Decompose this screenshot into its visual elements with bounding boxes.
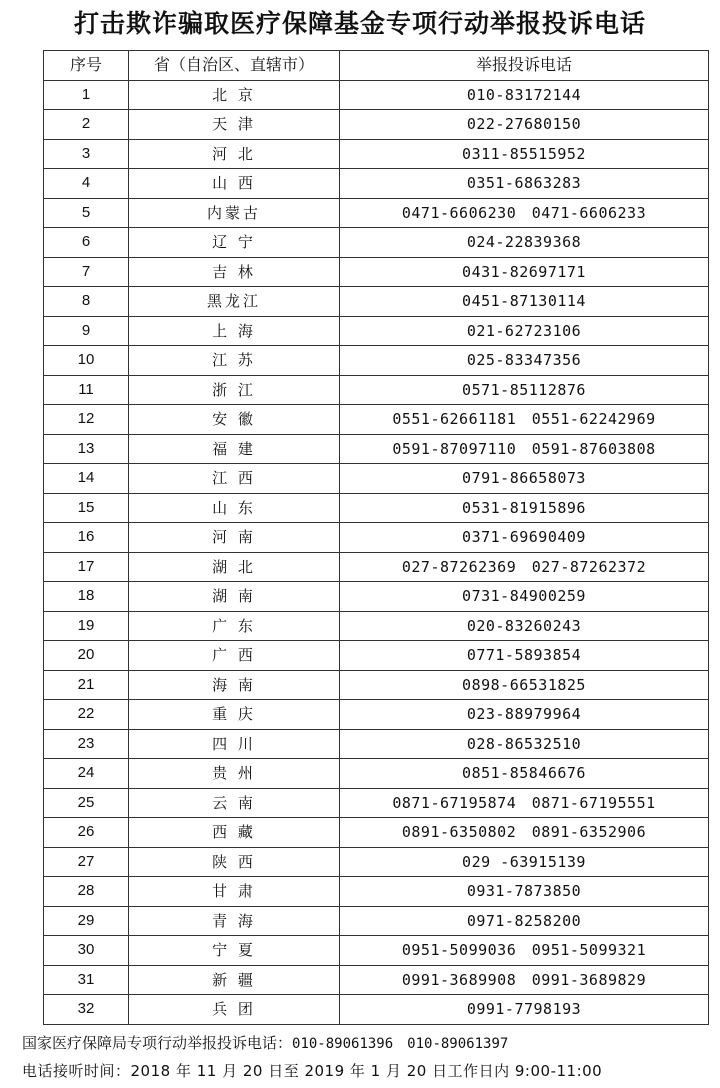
row-phone: 0591-87097110 0591-87603808: [340, 434, 709, 464]
row-province: 青 海: [129, 906, 340, 936]
table-row: [44, 110, 709, 140]
row-phone: 010-83172144: [340, 80, 709, 110]
row-seq: 23: [44, 729, 129, 759]
row-seq: 5: [44, 198, 129, 228]
table-row: [44, 316, 709, 346]
row-phone: 029 -63915139: [340, 847, 709, 877]
row-phone: 028-86532510: [340, 729, 709, 759]
row-province: 贵 州: [129, 759, 340, 789]
row-province: 河 南: [129, 523, 340, 553]
row-seq: 28: [44, 877, 129, 907]
row-province: 宁 夏: [129, 936, 340, 966]
row-province: 西 藏: [129, 818, 340, 848]
row-province: 北 京: [129, 80, 340, 110]
table-row: [44, 582, 709, 612]
row-seq: 3: [44, 139, 129, 169]
row-province: 江 苏: [129, 346, 340, 376]
row-seq: 27: [44, 847, 129, 877]
row-province: 兵 团: [129, 995, 340, 1025]
row-province: 陕 西: [129, 847, 340, 877]
table-row: [44, 936, 709, 966]
row-phone: 0898-66531825: [340, 670, 709, 700]
document-title: 打击欺诈骗取医疗保障基金专项行动举报投诉电话: [73, 9, 646, 38]
row-seq: 1: [44, 80, 129, 110]
row-province: 重 庆: [129, 700, 340, 730]
row-seq: 30: [44, 936, 129, 966]
row-seq: 19: [44, 611, 129, 641]
table-row: [44, 375, 709, 405]
table-row: [44, 847, 709, 877]
row-province: 安 徽: [129, 405, 340, 435]
row-phone: 022-27680150: [340, 110, 709, 140]
row-phone: 0971-8258200: [340, 906, 709, 936]
row-phone: 025-83347356: [340, 346, 709, 376]
row-province: 海 南: [129, 670, 340, 700]
row-seq: 2: [44, 110, 129, 140]
row-province: 福 建: [129, 434, 340, 464]
table-row: [44, 169, 709, 199]
row-seq: 26: [44, 818, 129, 848]
row-phone: 0351-6863283: [340, 169, 709, 199]
table-row: [44, 257, 709, 287]
table-row: [44, 434, 709, 464]
row-province: 山 西: [129, 169, 340, 199]
row-phone: 024-22839368: [340, 228, 709, 258]
row-phone: 0871-67195874 0871-67195551: [340, 788, 709, 818]
header-province: 省（自治区、直辖市）: [129, 51, 340, 81]
row-province: 广 西: [129, 641, 340, 671]
row-province: 河 北: [129, 139, 340, 169]
row-province: 湖 南: [129, 582, 340, 612]
row-phone: 0531-81915896: [340, 493, 709, 523]
row-phone: 0951-5099036 0951-5099321: [340, 936, 709, 966]
table-row: [44, 788, 709, 818]
row-province: 辽 宁: [129, 228, 340, 258]
national-hotline-line: [22, 1032, 712, 1053]
row-phone: 0931-7873850: [340, 877, 709, 907]
row-phone: 0371-69690409: [340, 523, 709, 553]
row-phone: 0991-7798193: [340, 995, 709, 1025]
national-hotline-numbers: 010-89061396 010-89061397: [292, 1036, 509, 1052]
table-row: [44, 759, 709, 789]
row-phone: 0431-82697171: [340, 257, 709, 287]
service-hours-label: 电话接听时间：: [22, 1062, 131, 1080]
row-phone: 0451-87130114: [340, 287, 709, 317]
row-province: 广 东: [129, 611, 340, 641]
table-row: [44, 641, 709, 671]
row-province: 黑龙江: [129, 287, 340, 317]
service-hours-line: [22, 1060, 712, 1081]
row-province: 内蒙古: [129, 198, 340, 228]
row-phone: 023-88979964: [340, 700, 709, 730]
table-row: [44, 228, 709, 258]
table-row: [44, 818, 709, 848]
table-row: [44, 552, 709, 582]
table-row: [44, 700, 709, 730]
row-province: 云 南: [129, 788, 340, 818]
row-province: 四 川: [129, 729, 340, 759]
table-row: [44, 995, 709, 1025]
table-row: [44, 965, 709, 995]
row-seq: 16: [44, 523, 129, 553]
table-row: [44, 346, 709, 376]
row-province: 吉 林: [129, 257, 340, 287]
row-seq: 29: [44, 906, 129, 936]
row-seq: 24: [44, 759, 129, 789]
table-header-row: [44, 51, 709, 81]
table-row: [44, 670, 709, 700]
row-phone: 0311-85515952: [340, 139, 709, 169]
row-phone: 027-87262369 027-87262372: [340, 552, 709, 582]
service-hours-value: 2018 年 11 月 20 日至 2019 年 1 月 20 日工作日内 9:00-11:00: [130, 1062, 603, 1080]
table-row: [44, 464, 709, 494]
table-row: [44, 80, 709, 110]
row-seq: 12: [44, 405, 129, 435]
row-phone: 0571-85112876: [340, 375, 709, 405]
row-seq: 7: [44, 257, 129, 287]
row-seq: 22: [44, 700, 129, 730]
header-phone: 举报投诉电话: [340, 51, 709, 81]
row-seq: 14: [44, 464, 129, 494]
table-row: [44, 877, 709, 907]
row-seq: 11: [44, 375, 129, 405]
table-row: [44, 287, 709, 317]
row-phone: 0891-6350802 0891-6352906: [340, 818, 709, 848]
row-seq: 15: [44, 493, 129, 523]
row-seq: 18: [44, 582, 129, 612]
row-province: 新 疆: [129, 965, 340, 995]
table-row: [44, 523, 709, 553]
header-seq: 序号: [44, 51, 129, 81]
row-phone: 0851-85846676: [340, 759, 709, 789]
table-row: [44, 729, 709, 759]
row-phone: 0471-6606230 0471-6606233: [340, 198, 709, 228]
row-province: 湖 北: [129, 552, 340, 582]
row-seq: 32: [44, 995, 129, 1025]
row-seq: 31: [44, 965, 129, 995]
row-province: 天 津: [129, 110, 340, 140]
table-row: [44, 906, 709, 936]
row-seq: 8: [44, 287, 129, 317]
row-seq: 9: [44, 316, 129, 346]
table-row: [44, 139, 709, 169]
row-seq: 25: [44, 788, 129, 818]
row-province: 浙 江: [129, 375, 340, 405]
row-province: 上 海: [129, 316, 340, 346]
table-row: [44, 493, 709, 523]
row-seq: 13: [44, 434, 129, 464]
row-phone: 0791-86658073: [340, 464, 709, 494]
row-phone: 021-62723106: [340, 316, 709, 346]
row-province: 甘 肃: [129, 877, 340, 907]
row-seq: 10: [44, 346, 129, 376]
table-row: [44, 198, 709, 228]
row-phone: 0771-5893854: [340, 641, 709, 671]
row-seq: 4: [44, 169, 129, 199]
row-province: 山 东: [129, 493, 340, 523]
row-seq: 6: [44, 228, 129, 258]
row-province: 江 西: [129, 464, 340, 494]
row-seq: 17: [44, 552, 129, 582]
row-seq: 21: [44, 670, 129, 700]
row-phone: 0731-84900259: [340, 582, 709, 612]
national-hotline-label: 国家医疗保障局专项行动举报投诉电话：: [22, 1034, 293, 1052]
row-phone: 0991-3689908 0991-3689829: [340, 965, 709, 995]
row-phone: 0551-62661181 0551-62242969: [340, 405, 709, 435]
row-seq: 20: [44, 641, 129, 671]
row-phone: 020-83260243: [340, 611, 709, 641]
table-row: [44, 611, 709, 641]
table-row: [44, 405, 709, 435]
hotline-table: [43, 50, 709, 1025]
